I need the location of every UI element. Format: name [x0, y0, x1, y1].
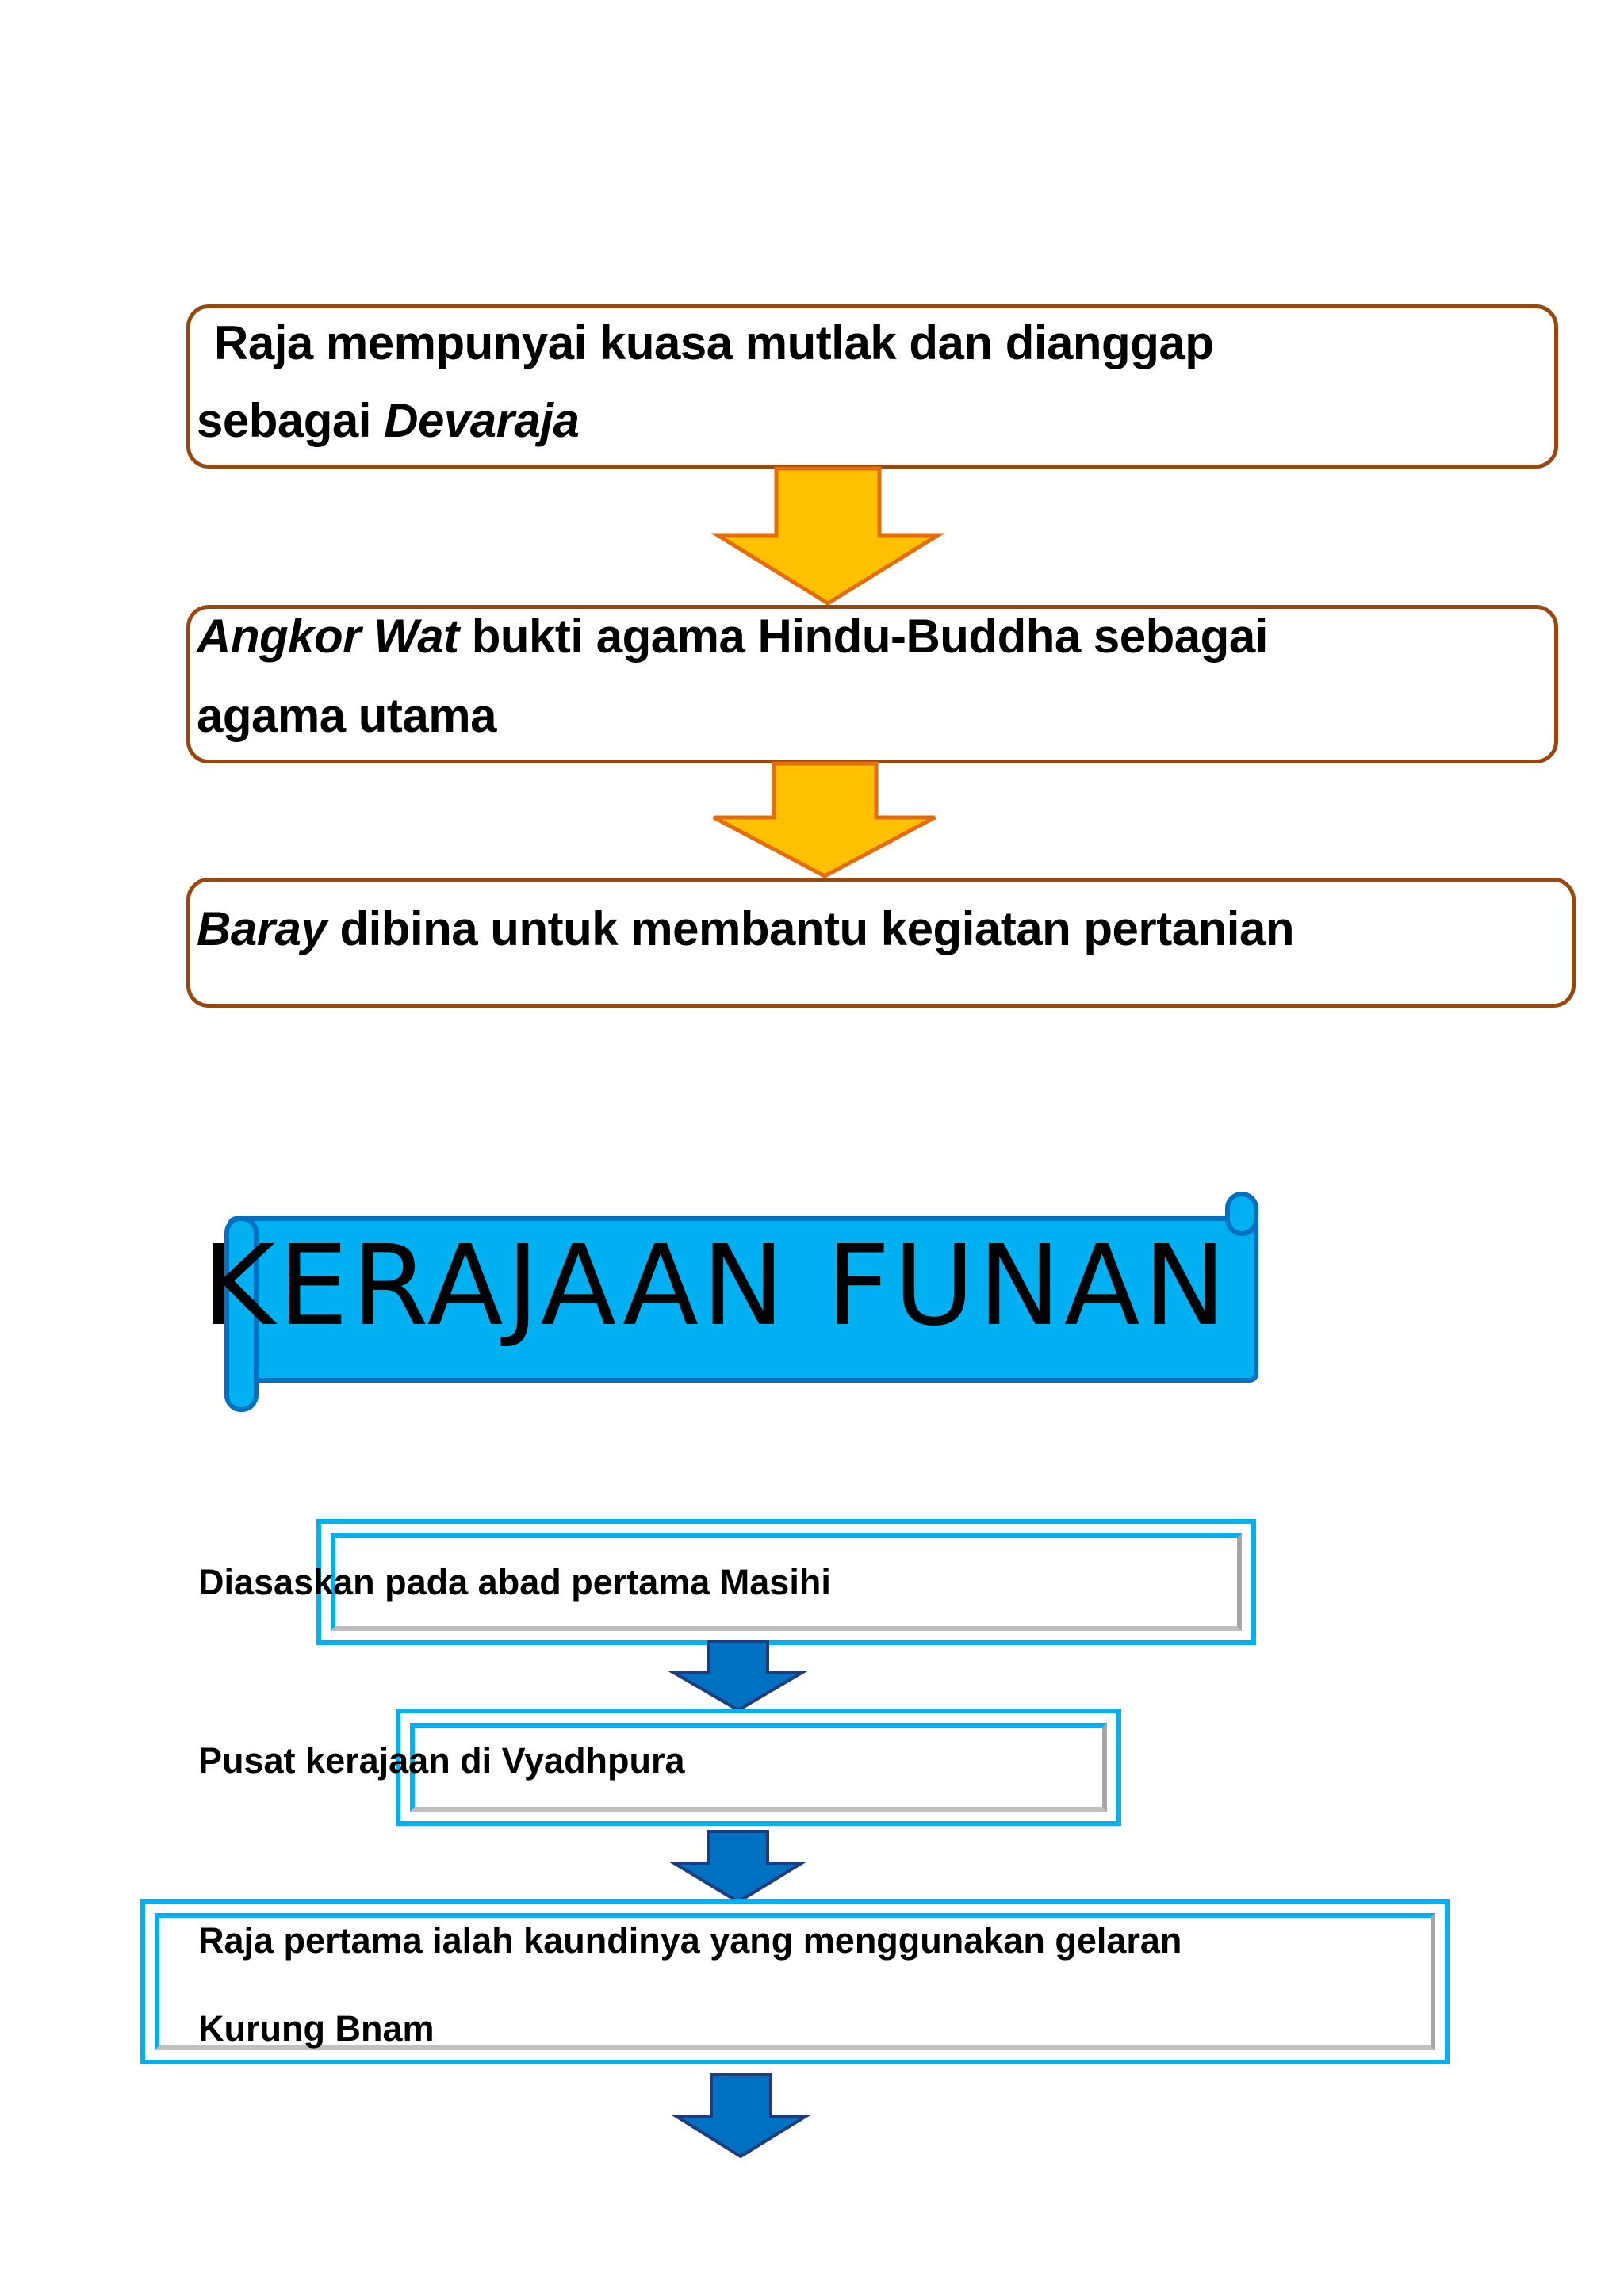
devaraja-term: Devaraja: [384, 394, 580, 447]
khmer-box-devaraja-line1: Raja mempunyai kuasa mutlak dan dianggap: [214, 316, 1214, 369]
text: dibina untuk membantu kegiatan pertanian: [327, 902, 1294, 955]
baray-term: Baray: [197, 902, 327, 955]
text: bukti agama Hindu-Buddha sebagai: [458, 610, 1268, 663]
funan-item-first-king: Raja pertama ialah kaundinya yang menggunakan gelaran: [198, 1920, 1182, 1961]
khmer-box-angkor-line1: [197, 597, 1268, 676]
angkor-wat-term: Angkor Wat: [197, 610, 459, 663]
funan-item-founded: Diasaskan pada abad pertama Masihi: [198, 1562, 831, 1602]
funan-item-capital: Pusat kerajaan di Vyadhpura: [198, 1740, 685, 1781]
khmer-box-devaraja-line2: [197, 381, 579, 461]
down-arrow-icon: [0, 0, 1, 1]
text: sebagai: [197, 394, 385, 447]
khmer-box-baray-text: [197, 890, 1294, 969]
funan-item-title: Kurung Bnam: [198, 2008, 435, 2049]
khmer-box-angkor-line2: agama utama: [197, 689, 496, 742]
banner-title: KERAJAAN FUNAN: [202, 1222, 1230, 1351]
